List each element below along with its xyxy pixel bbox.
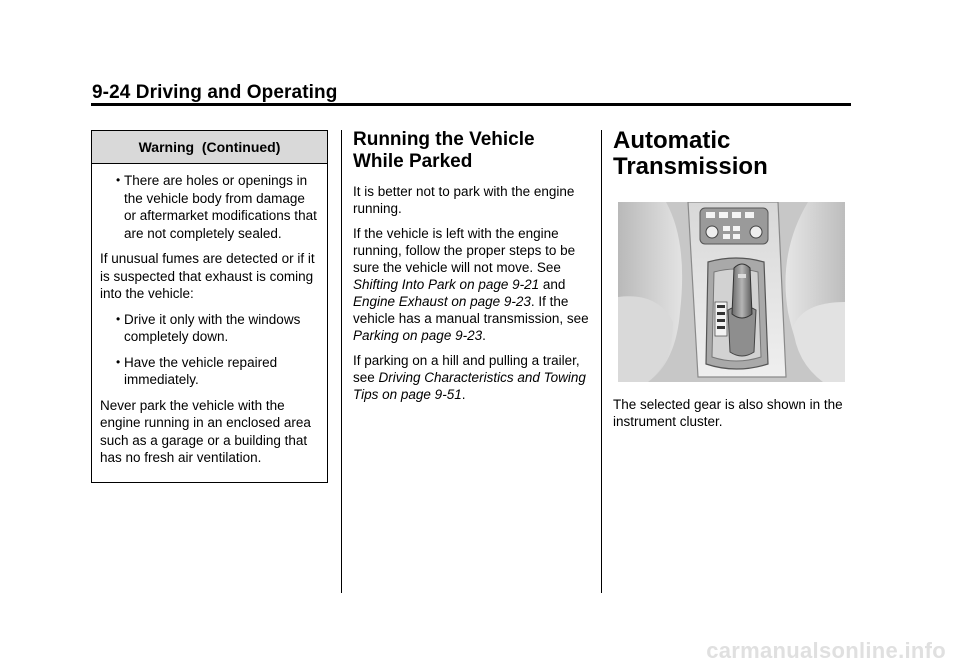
xref-engine-exhaust[interactable]: Engine Exhaust on page 9-23 — [353, 294, 531, 309]
warning-bullet-repair — [100, 354, 319, 389]
shifter-console-photo — [618, 202, 845, 382]
warning-paragraph-garage: Never park the vehicle with the engine running in an enclosed area such as a garage or a building that has no fresh air ventilation. — [100, 397, 311, 465]
warning-paragraph-fumes: If unusual fumes are detected or if it is suspected that exhaust is coming into the vehicle: — [100, 251, 315, 301]
running-parked-paragraph-1: It is better not to park with the engine running. — [353, 184, 575, 216]
bullet-text: Drive it only with the windows completely down. — [124, 311, 301, 344]
page-header-title: 9-24 Driving and Operating — [92, 82, 338, 103]
bullet-text: There are holes or openings in the vehicle body from damage or aftermarket modifications that are not completely sealed. — [124, 173, 317, 241]
text-run: If the vehicle is left with the engine running, follow the proper steps to be sure the vehicle will not move. See — [353, 226, 576, 275]
bullet-dot-icon: • — [116, 354, 121, 369]
warning-box — [91, 130, 328, 483]
heading-line-1: Running the Vehicle — [353, 129, 535, 150]
heading-line-2: Transmission — [613, 153, 768, 180]
xref-shifting-into-park[interactable]: Shifting Into Park on page 9-21 — [353, 277, 540, 292]
automatic-transmission-section — [613, 128, 853, 180]
text-run: . If the vehicle has a manual transmission, see — [353, 294, 589, 326]
bullet-dot-icon: • — [116, 173, 121, 187]
bullet-text: Have the vehicle repaired immediately. — [124, 354, 278, 387]
warning-bullet-windows — [100, 311, 319, 346]
column-divider-right — [601, 130, 602, 593]
shifter-console-illustration — [618, 202, 845, 382]
text-run: . — [482, 328, 486, 343]
column-divider-left — [341, 130, 342, 593]
warning-heading: Warning (Continued) — [92, 131, 327, 164]
automatic-transmission-heading — [613, 128, 853, 180]
running-parked-heading — [353, 129, 589, 173]
warning-bullet-holes — [100, 172, 319, 242]
text-run: If parking on a hill and pulling a trailer, see — [353, 353, 580, 385]
xref-driving-characteristics[interactable]: Driving Characteristics and Towing Tips on page 9-51 — [353, 370, 586, 402]
header-rule — [91, 103, 851, 106]
photo-caption: The selected gear is also shown in the instrument cluster. — [613, 397, 843, 429]
text-run: . — [461, 387, 466, 402]
text-run: and — [539, 277, 566, 292]
warning-body — [92, 164, 327, 467]
running-parked-paragraph-3 — [353, 352, 589, 403]
running-parked-section — [353, 129, 589, 411]
running-parked-paragraph-2 — [353, 225, 589, 344]
xref-parking[interactable]: Parking on page 9-23 — [353, 328, 483, 343]
watermark: carmanualsonline.info — [706, 638, 946, 663]
heading-line-2: While Parked — [353, 151, 473, 172]
heading-line-1: Automatic — [613, 127, 731, 154]
bullet-dot-icon: • — [116, 311, 121, 326]
